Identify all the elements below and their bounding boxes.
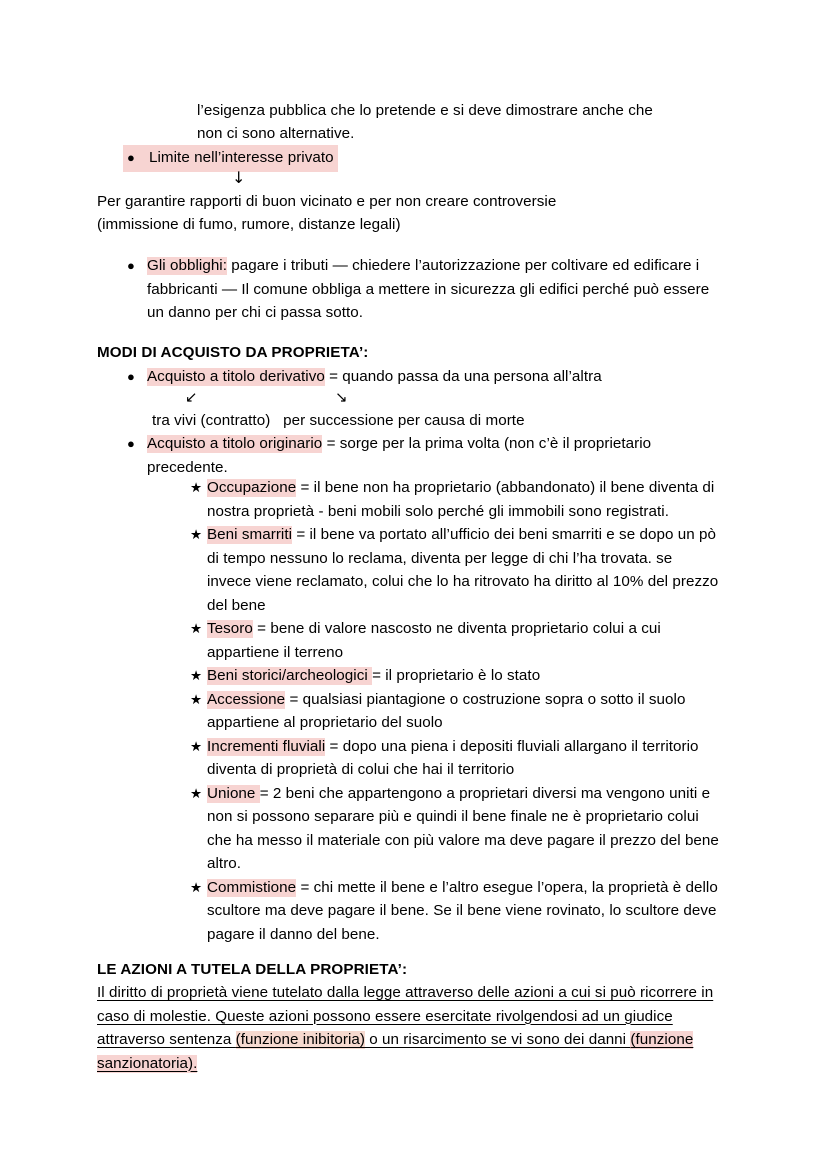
star-item-beni-smarriti	[190, 523, 720, 617]
star-text	[207, 735, 720, 782]
heading-le-azioni: LE AZIONI A TUTELA DELLA PROPRIETA’:	[97, 961, 408, 978]
arrow-down-left-icon: ↙	[185, 388, 198, 406]
bullet-marker: ●	[127, 436, 135, 451]
star-item-beni-storici	[190, 664, 720, 688]
intro-line-2: non ci sono alternative.	[197, 125, 355, 142]
star-text	[207, 876, 720, 947]
star-text	[207, 476, 720, 523]
star-marker: ★	[190, 785, 203, 801]
star-item-accessione	[190, 688, 720, 735]
star-marker: ★	[190, 480, 203, 495]
star-text	[207, 782, 720, 876]
bullet-text	[147, 432, 727, 479]
star-rest: = bene di valore nascosto ne diventa proprietario colui a cui appartiene il terreno	[207, 620, 661, 661]
highlight-term: Tesoro	[207, 620, 253, 637]
bullet-text	[147, 254, 717, 325]
bullet-rest: = sorge per la prima volta (non c’è il proprietario precedente.	[147, 435, 652, 476]
sub-line-modalita: tra vivi (contratto) per successione per causa di morte	[152, 412, 525, 429]
star-rest: = dopo una piena i depositi fluviali allargano il territorio diventa di proprietà di colui che hai il territorio	[207, 737, 699, 778]
star-text	[207, 664, 720, 688]
star-marker: ★	[190, 691, 203, 707]
intro-line-1: l’esigenza pubblica che lo pretende e si deve dimostrare anche che	[197, 102, 653, 119]
star-list	[190, 476, 720, 946]
star-rest: = il bene va portato all’ufficio dei beni smarriti e se dopo un pò di tempo nessuno lo reclama, diventa per legge di chi l’ha trovata. se invece viene reclamato, colui che lo ha ritrovato ha diritto al 10% del prezzo del bene	[207, 526, 719, 614]
highlight-term: Occupazione	[207, 479, 297, 496]
bullet-rest: pagare i tributi — chiedere l’autorizzazione per coltivare ed edificare i fabbricanti — Il comune obbliga a mettere in sicurezza gli edifici perché può essere un danno per chi ci passa sotto.	[147, 257, 710, 321]
star-marker: ★	[190, 621, 203, 636]
highlight-term: Acquisto a titolo derivativo	[147, 368, 325, 385]
highlight-funzione-sanzionatoria: (funzione sanzionatoria).	[97, 1031, 694, 1072]
star-text	[207, 617, 720, 664]
star-text	[207, 523, 720, 617]
star-marker: ★	[190, 738, 203, 754]
paragraph-part-2: o un risarcimento se vi sono dei danni	[364, 1031, 631, 1048]
arrow-down-right-icon: ↘	[335, 388, 348, 406]
star-item-occupazione	[190, 476, 720, 523]
paragraph-part-1: Il diritto di proprietà viene tutelato dalla legge attraverso delle azioni a cui si può ricorrere in caso di molestie. Queste azioni possono essere esercitate rivolgendosi ad un giudice attraverso sentenza	[97, 984, 714, 1048]
highlight-term: Commistione	[207, 878, 297, 896]
star-item-unione	[190, 782, 720, 876]
star-marker: ★	[190, 527, 203, 542]
bullet-rest: = quando passa da una persona all’altra	[324, 368, 602, 385]
bullet-marker: ●	[127, 150, 135, 165]
bullet-limite-interesse-privato	[123, 145, 338, 172]
bullet-marker: ●	[127, 258, 135, 273]
highlight-term: Unione	[207, 784, 260, 802]
heading-modi-acquisto: MODI DI ACQUISTO DA PROPRIETA’:	[97, 344, 369, 361]
bullet-label: Limite nell’interesse privato	[149, 149, 334, 166]
star-rest: = qualsiasi piantagione o costruzione sopra o sotto il suolo appartiene al proprietario del suolo	[207, 690, 686, 731]
star-item-commistione	[190, 876, 720, 947]
bullet-acquisto-derivativo	[127, 365, 727, 389]
star-marker: ★	[190, 668, 203, 683]
highlight-term: Acquisto a titolo originario	[147, 435, 323, 452]
bullet-marker: ●	[127, 369, 135, 384]
vicinato-line-2: (immissione di fumo, rumore, distanze legali)	[97, 216, 401, 233]
arrow-down-icon: ↓	[232, 168, 246, 187]
bullet-gli-obblighi	[127, 254, 717, 325]
star-rest: = il proprietario è lo stato	[372, 667, 541, 684]
highlight-term: Gli obblighi:	[147, 257, 228, 274]
star-rest: = chi mette il bene e l’altro esegue l’opera, la proprietà è dello scultore ma deve pagare il bene. Se il bene viene rovinato, lo scultore deve pagare il danno del bene.	[207, 878, 718, 943]
star-item-incrementi-fluviali	[190, 735, 720, 782]
star-rest: = il bene non ha proprietario (abbandonato) il bene diventa di nostra proprietà - beni mobili solo perché gli immobili sono registrati.	[207, 479, 715, 520]
star-rest: = 2 beni che appartengono a proprietari diversi ma vengono uniti e non si possono separare più e quindi il bene finale ne è proprietario colui che ha messo il materiale con più valore ma deve pagare il prezzo del bene altro.	[207, 784, 719, 872]
highlight-term: Incrementi fluviali	[207, 737, 326, 755]
vicinato-line-1: Per garantire rapporti di buon vicinato e per non creare controversie	[97, 193, 557, 210]
star-marker: ★	[190, 879, 203, 895]
highlight-term: Accessione	[207, 690, 286, 708]
highlight-funzione-inibitoria: (funzione inibitoria)	[235, 1031, 365, 1048]
highlight-term: Beni storici/archeologici	[207, 667, 373, 684]
highlight-term: Beni smarriti	[207, 526, 293, 543]
bullet-acquisto-originario	[127, 432, 727, 479]
star-item-tesoro	[190, 617, 720, 664]
bullet-text	[147, 365, 727, 389]
paragraph-le-azioni	[97, 981, 715, 1075]
star-text	[207, 688, 720, 735]
